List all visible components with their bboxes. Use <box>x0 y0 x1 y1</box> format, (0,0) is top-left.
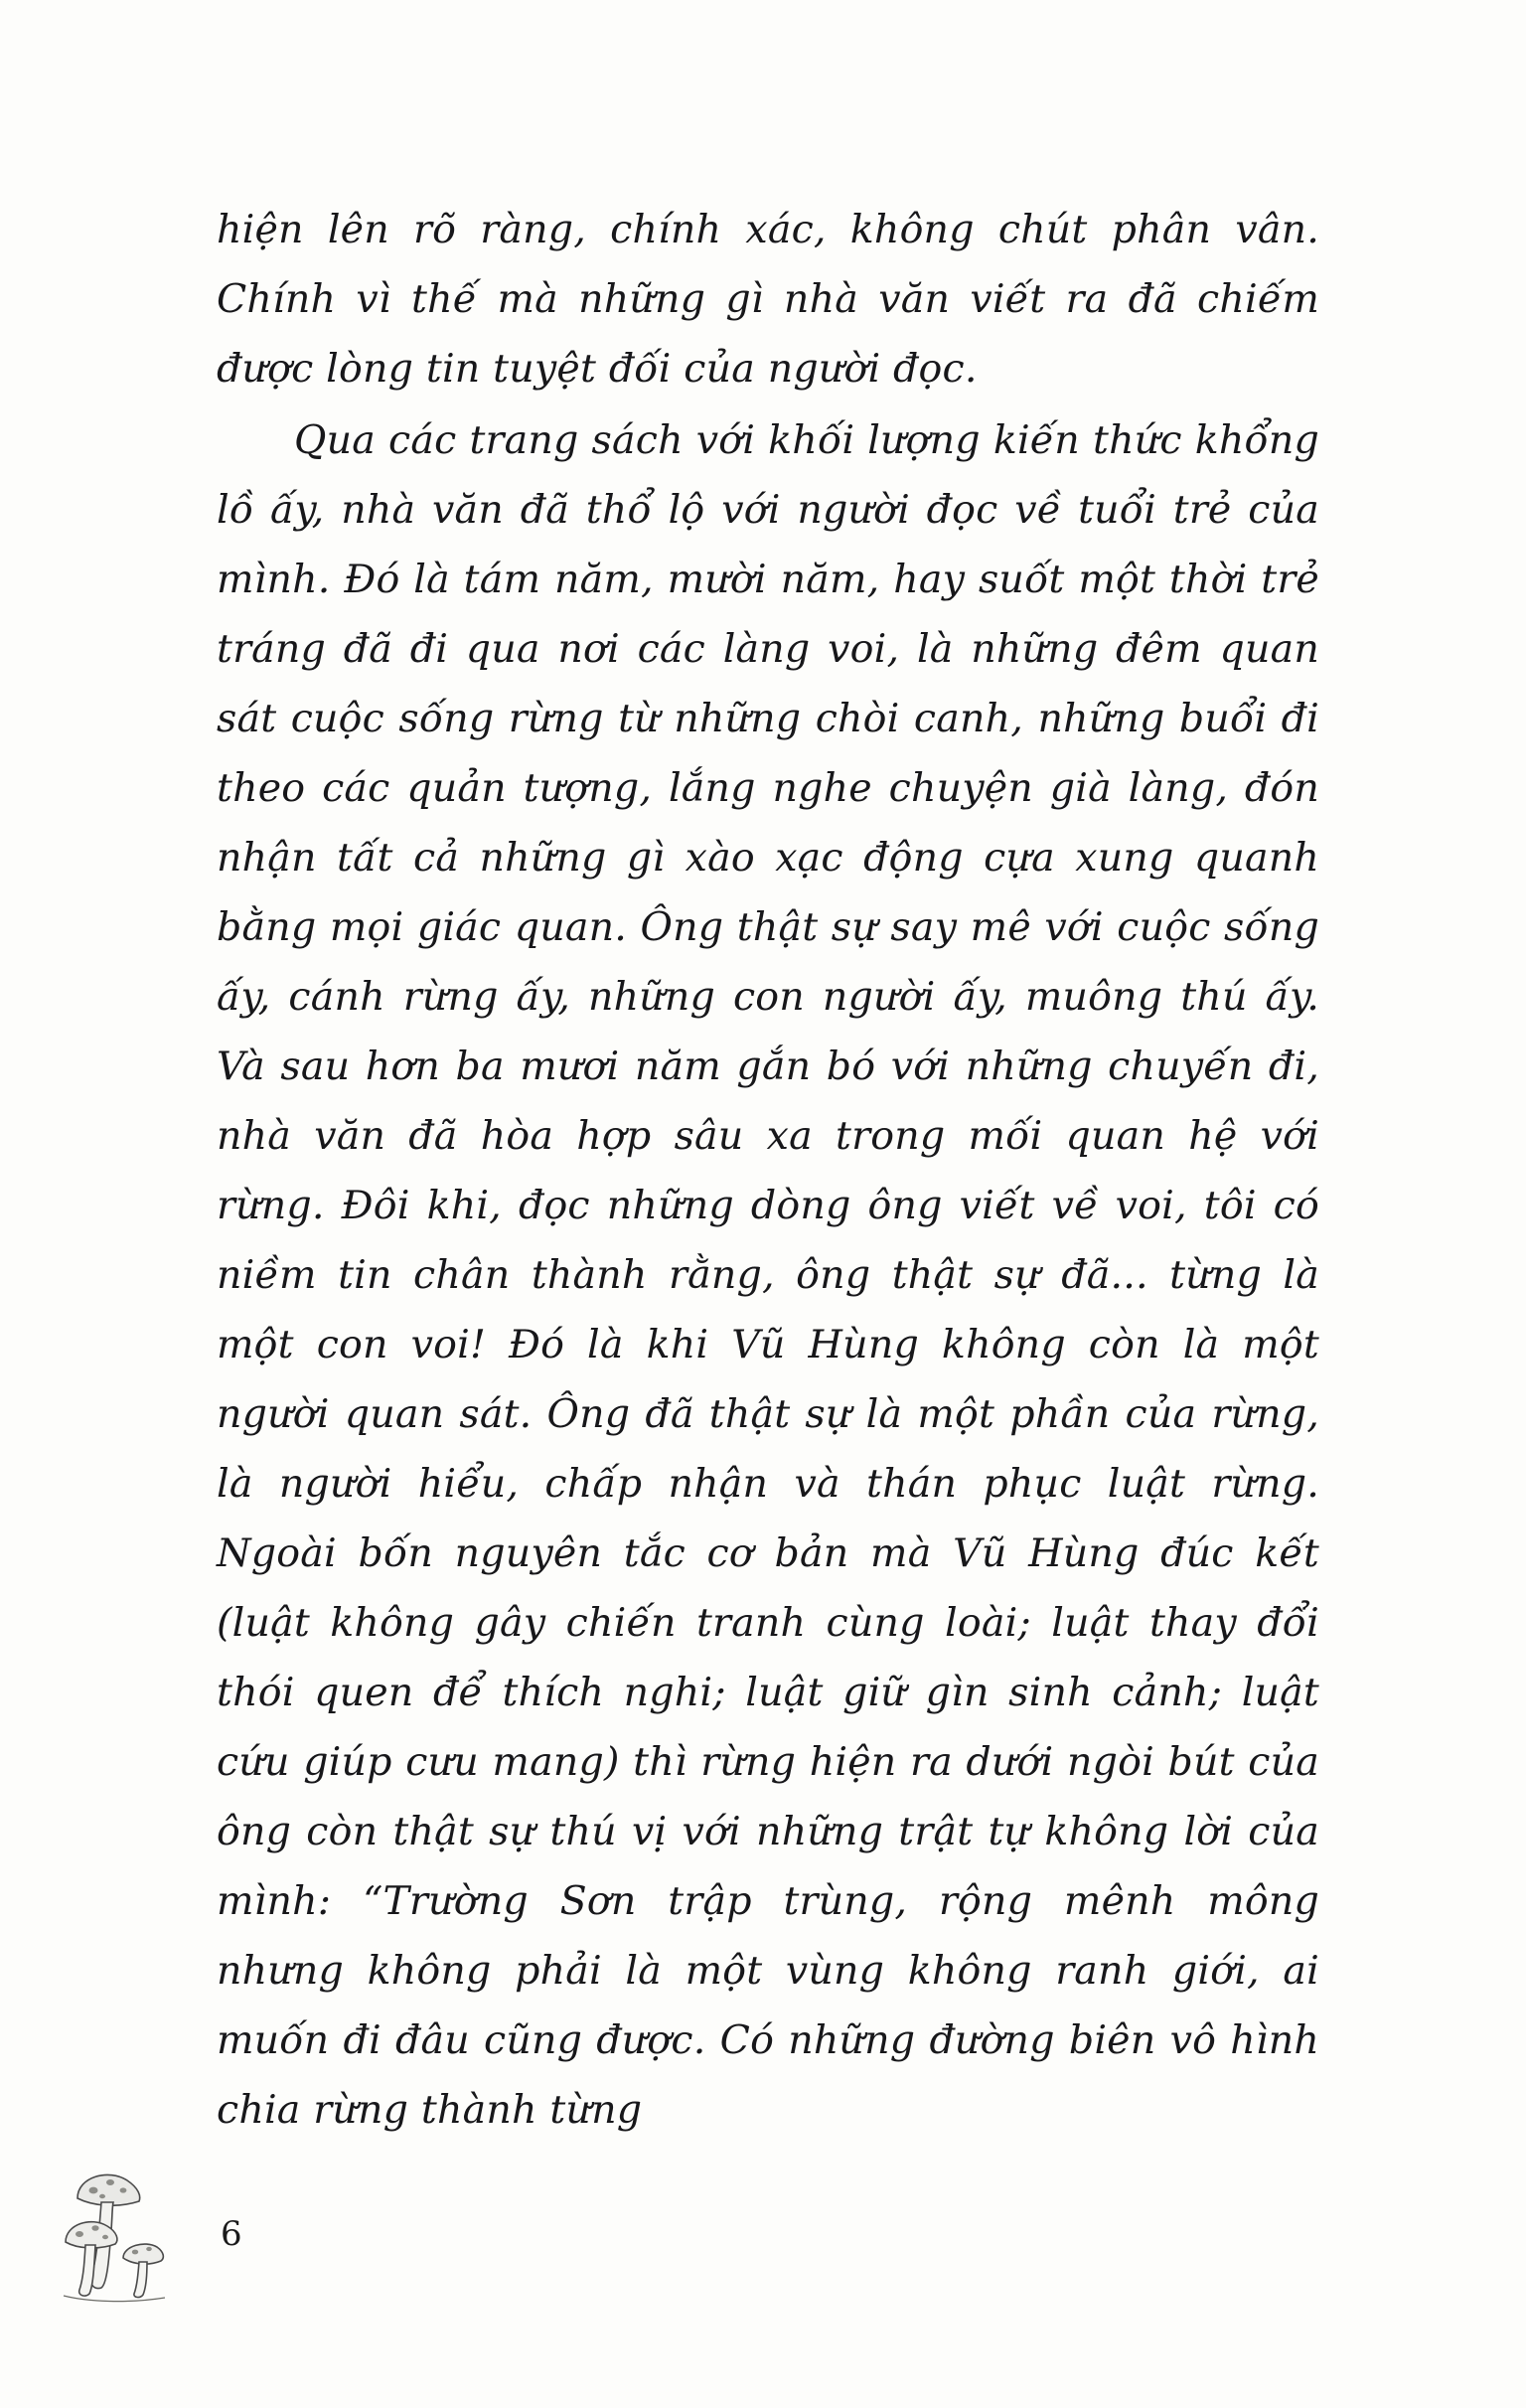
paragraph: hiện lên rõ ràng, chính xác, không chút phân vân. Chính vì thế mà những gì nhà văn viết ra đã chiếm được lòng tin tuyệt đối của người đọc. <box>217 207 1319 392</box>
page-number: 6 <box>221 2214 243 2254</box>
mushroom-illustration-icon <box>58 2147 207 2306</box>
body-text-column <box>217 195 1319 2145</box>
paragraph: Qua các trang sách với khối lượng kiến thức khổng lồ ấy, nhà văn đã thổ lộ với người đọc về tuổi trẻ của mình. Đó là tám năm, mười năm, hay suốt một thời trẻ tráng đã đi qua nơi các làng voi, là những đêm quan sát cuộc sống rừng từ những chòi canh, những buổi đi theo các quản tượng, lắng nghe chuyện già làng, đón nhận tất cả những gì xào xạc động cựa xung quanh bằng mọi giác quan. Ông thật sự say mê với cuộc sống ấy, cánh rừng ấy, những con người ấy, muông thú ấy. Và sau hơn ba mươi năm gắn bó với những chuyến đi, nhà văn đã hòa hợp sâu xa trong mối quan hệ với rừng. Đôi khi, đọc những dòng ông viết về voi, tôi có niềm tin chân thành rằng, ông thật sự đã... từng là một con voi! Đó là khi Vũ Hùng không còn là một người quan sát. Ông đã thật sự là một phần của rừng, là người hiểu, chấp nhận và thán phục luật rừng. Ngoài bốn nguyên tắc cơ bản mà Vũ Hùng đúc kết (luật không gây chiến tranh cùng loài; luật thay đổi thói quen để thích nghi; luật giữ gìn sinh cảnh; luật cứu giúp cưu mang) thì rừng hiện ra dưới ngòi bút của ông còn thật sự thú vị với những trật tự không lời của mình: “Trường Sơn trập trùng, rộng mênh mông nhưng không phải là một vùng không ranh giới, ai muốn đi đâu cũng được. Có những đường biên vô hình chia rừng thành từng <box>217 417 1319 2133</box>
